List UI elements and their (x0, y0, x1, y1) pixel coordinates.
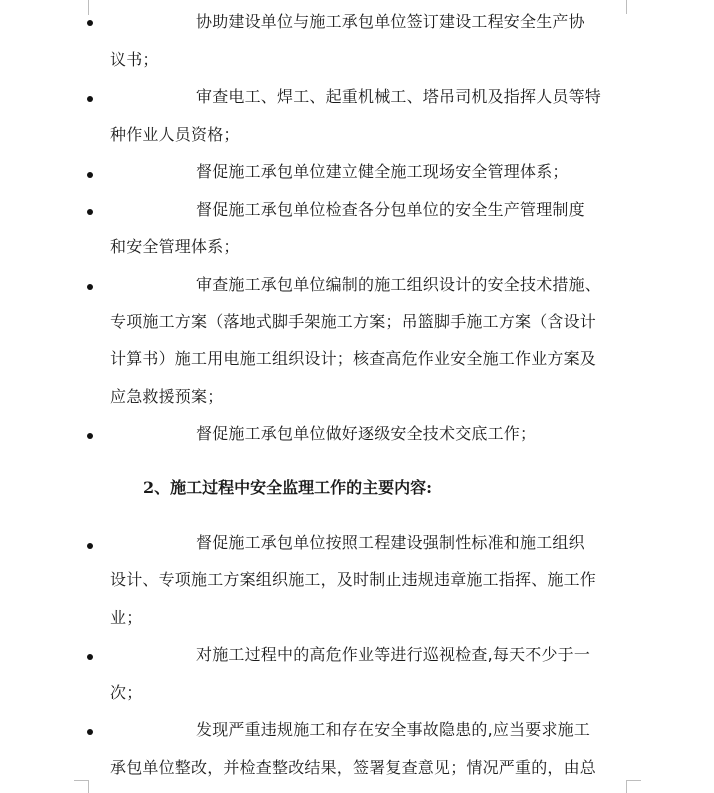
paragraph-line: 督促施工承包单位按照工程建设强制性标准和施工组织 (196, 533, 585, 552)
paragraph-line: 应急救援预案； (110, 387, 224, 406)
section-heading: 2、施工过程中安全监理工作的主要内容: (143, 478, 433, 497)
list-bullet (87, 543, 93, 549)
paragraph-line: 审查电工、焊工、起重机械工、塔吊司机及指挥人员等特 (196, 87, 602, 106)
paragraph-line: 业； (110, 608, 143, 627)
paragraph-line: 和安全管理体系； (110, 237, 240, 256)
paragraph-line: 专项施工方案（落地式脚手架施工方案；吊篮脚手施工方案（含设计 (110, 312, 597, 331)
paragraph-line: 设计、专项施工方案组织施工，及时制止违规违章施工指挥、施工作 (110, 570, 597, 589)
list-bullet (87, 20, 93, 26)
paragraph-line: 审查施工承包单位编制的施工组织设计的安全技术措施、 (196, 275, 602, 294)
page-corner-mark (626, 780, 641, 781)
paragraph-line: 次； (110, 683, 143, 702)
page-corner-mark (74, 780, 89, 781)
paragraph-line: 对施工过程中的高危作业等进行巡视检查,每天不少于一 (196, 645, 591, 664)
page-corner-mark (626, 780, 627, 793)
paragraph-line: 议书； (110, 50, 159, 69)
paragraph-line: 督促施工承包单位建立健全施工现场安全管理体系； (196, 162, 569, 181)
paragraph-line: 发现严重违规施工和存在安全事故隐患的,应当要求施工 (196, 720, 591, 739)
paragraph-line: 种作业人员资格； (110, 125, 240, 144)
paragraph-line: 协助建设单位与施工承包单位签订建设工程安全生产协 (196, 12, 585, 31)
page-corner-mark (88, 780, 89, 793)
list-bullet (87, 172, 93, 178)
list-bullet (87, 433, 93, 439)
page-corner-mark (626, 0, 627, 14)
list-bullet (87, 209, 93, 215)
list-bullet (87, 284, 93, 290)
page-corner-mark (88, 0, 89, 15)
paragraph-line: 承包单位整改，并检查整改结果，签署复查意见；情况严重的，由总 (110, 758, 597, 777)
list-bullet (87, 654, 93, 660)
paragraph-line: 督促施工承包单位检查各分包单位的安全生产管理制度 (196, 200, 585, 219)
list-bullet (87, 96, 93, 102)
list-bullet (87, 729, 93, 735)
paragraph-line: 计算书）施工用电施工组织设计；核查高危作业安全施工作业方案及 (110, 349, 597, 368)
paragraph-line: 督促施工承包单位做好逐级安全技术交底工作； (196, 424, 537, 443)
